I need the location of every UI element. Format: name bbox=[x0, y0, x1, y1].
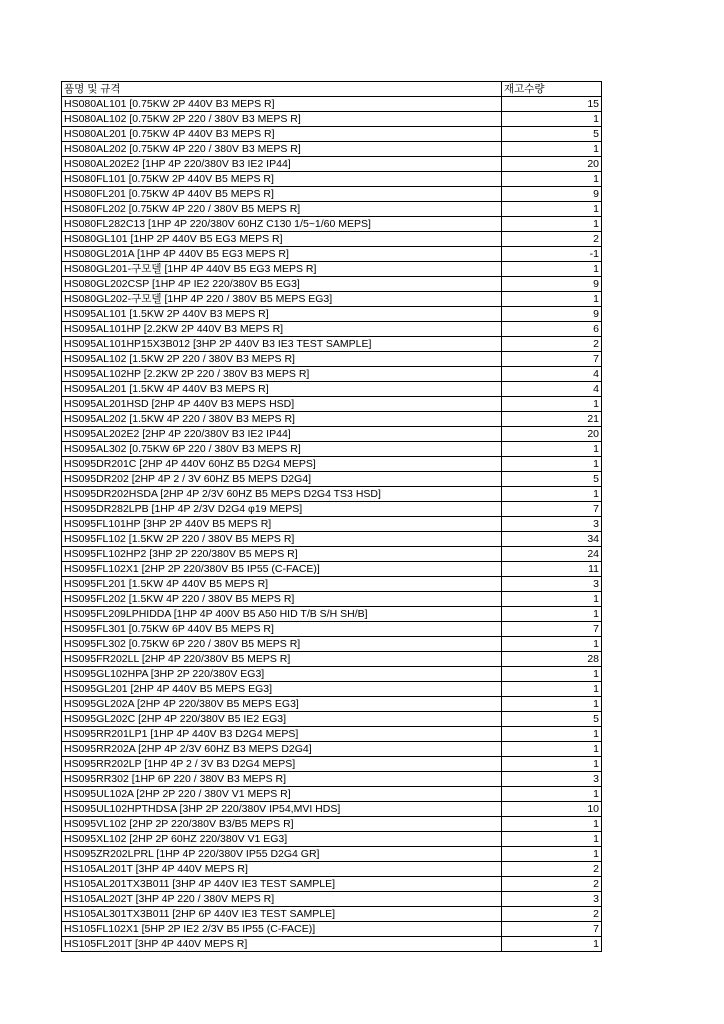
item-name-cell: HS095GL202C [2HP 4P 220/380V B5 IE2 EG3] bbox=[62, 712, 502, 727]
table-row bbox=[62, 427, 602, 442]
table-row bbox=[62, 847, 602, 862]
stock-qty-cell: 1 bbox=[502, 217, 602, 232]
stock-qty-cell: 1 bbox=[502, 202, 602, 217]
table-row bbox=[62, 922, 602, 937]
item-name-cell: HS080AL101 [0.75KW 2P 440V B3 MEPS R] bbox=[62, 97, 502, 112]
stock-qty-cell: 1 bbox=[502, 742, 602, 757]
item-name-cell: HS095RR202LP [1HP 4P 2 / 3V B3 D2G4 MEPS] bbox=[62, 757, 502, 772]
item-name-cell: HS095AL101 [1.5KW 2P 440V B3 MEPS R] bbox=[62, 307, 502, 322]
stock-qty-cell: 9 bbox=[502, 187, 602, 202]
stock-qty-cell: 1 bbox=[502, 457, 602, 472]
table-row bbox=[62, 142, 602, 157]
stock-qty-cell: 7 bbox=[502, 622, 602, 637]
stock-qty-cell: 1 bbox=[502, 727, 602, 742]
item-name-cell: HS095AL201 [1.5KW 4P 440V B3 MEPS R] bbox=[62, 382, 502, 397]
stock-qty-cell: 1 bbox=[502, 817, 602, 832]
table-row bbox=[62, 97, 602, 112]
inventory-table bbox=[61, 81, 602, 952]
table-row bbox=[62, 487, 602, 502]
stock-qty-cell: 21 bbox=[502, 412, 602, 427]
table-row bbox=[62, 322, 602, 337]
table-row bbox=[62, 607, 602, 622]
table-row bbox=[62, 352, 602, 367]
stock-qty-cell: 20 bbox=[502, 157, 602, 172]
item-name-cell: HS095AL202 [1.5KW 4P 220 / 380V B3 MEPS R] bbox=[62, 412, 502, 427]
header-qty: 재고수량 bbox=[502, 82, 602, 97]
table-row bbox=[62, 517, 602, 532]
table-row bbox=[62, 622, 602, 637]
stock-qty-cell: 1 bbox=[502, 487, 602, 502]
stock-qty-cell: 6 bbox=[502, 322, 602, 337]
table-row bbox=[62, 592, 602, 607]
stock-qty-cell: 4 bbox=[502, 382, 602, 397]
stock-qty-cell: 3 bbox=[502, 892, 602, 907]
stock-qty-cell: 1 bbox=[502, 757, 602, 772]
header-row bbox=[62, 82, 602, 97]
item-name-cell: HS095GL102HPA [3HP 2P 220/380V EG3] bbox=[62, 667, 502, 682]
table-row bbox=[62, 802, 602, 817]
item-name-cell: HS095FL301 [0.75KW 6P 440V B5 MEPS R] bbox=[62, 622, 502, 637]
table-row bbox=[62, 217, 602, 232]
table-body bbox=[62, 97, 602, 952]
item-name-cell: HS095FL202 [1.5KW 4P 220 / 380V B5 MEPS R] bbox=[62, 592, 502, 607]
table-row bbox=[62, 907, 602, 922]
table-row bbox=[62, 457, 602, 472]
item-name-cell: HS095FL209LPHIDDA [1HP 4P 400V B5 A50 HID T/B S/H SH/B] bbox=[62, 607, 502, 622]
item-name-cell: HS095FL101HP [3HP 2P 440V B5 MEPS R] bbox=[62, 517, 502, 532]
item-name-cell: HS080GL202-구모델 [1HP 4P 220 / 380V B5 MEPS EG3] bbox=[62, 292, 502, 307]
stock-qty-cell: 1 bbox=[502, 112, 602, 127]
table-row bbox=[62, 547, 602, 562]
table-row bbox=[62, 727, 602, 742]
table-row bbox=[62, 832, 602, 847]
stock-qty-cell: 1 bbox=[502, 607, 602, 622]
stock-qty-cell: 2 bbox=[502, 337, 602, 352]
table-row bbox=[62, 742, 602, 757]
item-name-cell: HS095FL102HP2 [3HP 2P 220/380V B5 MEPS R] bbox=[62, 547, 502, 562]
stock-qty-cell: 3 bbox=[502, 772, 602, 787]
stock-qty-cell: 1 bbox=[502, 832, 602, 847]
table-row bbox=[62, 367, 602, 382]
stock-qty-cell: 1 bbox=[502, 682, 602, 697]
table-row bbox=[62, 532, 602, 547]
table-row bbox=[62, 697, 602, 712]
stock-qty-cell: 1 bbox=[502, 592, 602, 607]
stock-qty-cell: 1 bbox=[502, 172, 602, 187]
table-row bbox=[62, 412, 602, 427]
header-name: 품명 및 규격 bbox=[62, 82, 502, 97]
item-name-cell: HS095RR202A [2HP 4P 2/3V 60HZ B3 MEPS D2G4] bbox=[62, 742, 502, 757]
stock-qty-cell: 1 bbox=[502, 262, 602, 277]
table-row bbox=[62, 232, 602, 247]
item-name-cell: HS095UL102A [2HP 2P 220 / 380V V1 MEPS R] bbox=[62, 787, 502, 802]
item-name-cell: HS080AL202E2 [1HP 4P 220/380V B3 IE2 IP44] bbox=[62, 157, 502, 172]
stock-qty-cell: 1 bbox=[502, 142, 602, 157]
item-name-cell: HS080GL101 [1HP 2P 440V B5 EG3 MEPS R] bbox=[62, 232, 502, 247]
stock-qty-cell: 5 bbox=[502, 472, 602, 487]
item-name-cell: HS080FL202 [0.75KW 4P 220 / 380V B5 MEPS R] bbox=[62, 202, 502, 217]
stock-qty-cell: 2 bbox=[502, 877, 602, 892]
table-row bbox=[62, 502, 602, 517]
stock-qty-cell: 9 bbox=[502, 277, 602, 292]
item-name-cell: HS095DR201C [2HP 4P 440V 60HZ B5 D2G4 MEPS] bbox=[62, 457, 502, 472]
stock-qty-cell: 1 bbox=[502, 847, 602, 862]
table-row bbox=[62, 472, 602, 487]
item-name-cell: HS105AL201TX3B011 [3HP 4P 440V IE3 TEST SAMPLE] bbox=[62, 877, 502, 892]
stock-qty-cell: 10 bbox=[502, 802, 602, 817]
item-name-cell: HS095AL102 [1.5KW 2P 220 / 380V B3 MEPS R] bbox=[62, 352, 502, 367]
table-row bbox=[62, 172, 602, 187]
stock-qty-cell: 3 bbox=[502, 517, 602, 532]
item-name-cell: HS105FL102X1 [5HP 2P IE2 2/3V B5 IP55 (C-FACE)] bbox=[62, 922, 502, 937]
stock-qty-cell: 7 bbox=[502, 352, 602, 367]
item-name-cell: HS095AL101HP15X3B012 [3HP 2P 440V B3 IE3 TEST SAMPLE] bbox=[62, 337, 502, 352]
item-name-cell: HS095ZR202LPRL [1HP 4P 220/380V IP55 D2G4 GR] bbox=[62, 847, 502, 862]
table-row bbox=[62, 892, 602, 907]
item-name-cell: HS080FL201 [0.75KW 4P 440V B5 MEPS R] bbox=[62, 187, 502, 202]
item-name-cell: HS080FL101 [0.75KW 2P 440V B5 MEPS R] bbox=[62, 172, 502, 187]
table-row bbox=[62, 397, 602, 412]
stock-qty-cell: 1 bbox=[502, 787, 602, 802]
table-row bbox=[62, 292, 602, 307]
item-name-cell: HS080AL201 [0.75KW 4P 440V B3 MEPS R] bbox=[62, 127, 502, 142]
stock-qty-cell: 4 bbox=[502, 367, 602, 382]
table-row bbox=[62, 757, 602, 772]
stock-qty-cell: 15 bbox=[502, 97, 602, 112]
item-name-cell: HS095VL102 [2HP 2P 220/380V B3/B5 MEPS R] bbox=[62, 817, 502, 832]
table-row bbox=[62, 382, 602, 397]
item-name-cell: HS095FL302 [0.75KW 6P 220 / 380V B5 MEPS R] bbox=[62, 637, 502, 652]
stock-qty-cell: 24 bbox=[502, 547, 602, 562]
table-row bbox=[62, 787, 602, 802]
table-row bbox=[62, 937, 602, 952]
item-name-cell: HS095DR282LPB [1HP 4P 2/3V D2G4 φ19 MEPS] bbox=[62, 502, 502, 517]
table-row bbox=[62, 202, 602, 217]
table-row bbox=[62, 577, 602, 592]
table-row bbox=[62, 442, 602, 457]
item-name-cell: HS095DR202 [2HP 4P 2 / 3V 60HZ B5 MEPS D2G4] bbox=[62, 472, 502, 487]
stock-qty-cell: 7 bbox=[502, 922, 602, 937]
table-row bbox=[62, 277, 602, 292]
item-name-cell: HS080GL202CSP [1HP 4P IE2 220/380V B5 EG3] bbox=[62, 277, 502, 292]
item-name-cell: HS095RR302 [1HP 6P 220 / 380V B3 MEPS R] bbox=[62, 772, 502, 787]
stock-qty-cell: 20 bbox=[502, 427, 602, 442]
item-name-cell: HS095GL201 [2HP 4P 440V B5 MEPS EG3] bbox=[62, 682, 502, 697]
table-row bbox=[62, 712, 602, 727]
item-name-cell: HS095FR202LL [2HP 4P 220/380V B5 MEPS R] bbox=[62, 652, 502, 667]
table-row bbox=[62, 562, 602, 577]
item-name-cell: HS080GL201-구모델 [1HP 4P 440V B5 EG3 MEPS R] bbox=[62, 262, 502, 277]
stock-qty-cell: 2 bbox=[502, 232, 602, 247]
item-name-cell: HS095AL101HP [2.2KW 2P 440V B3 MEPS R] bbox=[62, 322, 502, 337]
stock-qty-cell: 2 bbox=[502, 907, 602, 922]
table-row bbox=[62, 262, 602, 277]
table-row bbox=[62, 337, 602, 352]
item-name-cell: HS095GL202A [2HP 4P 220/380V B5 MEPS EG3] bbox=[62, 697, 502, 712]
stock-qty-cell: 11 bbox=[502, 562, 602, 577]
stock-qty-cell: 1 bbox=[502, 292, 602, 307]
item-name-cell: HS095RR201LP1 [1HP 4P 440V B3 D2G4 MEPS] bbox=[62, 727, 502, 742]
item-name-cell: HS095AL201HSD [2HP 4P 440V B3 MEPS HSD] bbox=[62, 397, 502, 412]
table-row bbox=[62, 157, 602, 172]
table-row bbox=[62, 127, 602, 142]
item-name-cell: HS095AL302 [0.75KW 6P 220 / 380V B3 MEPS R] bbox=[62, 442, 502, 457]
stock-qty-cell: -1 bbox=[502, 247, 602, 262]
table-row bbox=[62, 817, 602, 832]
table-row bbox=[62, 112, 602, 127]
item-name-cell: HS080FL282C13 [1HP 4P 220/380V 60HZ C130 1/5~1/60 MEPS] bbox=[62, 217, 502, 232]
table-row bbox=[62, 772, 602, 787]
stock-qty-cell: 5 bbox=[502, 127, 602, 142]
stock-qty-cell: 7 bbox=[502, 502, 602, 517]
item-name-cell: HS095FL102 [1.5KW 2P 220 / 380V B5 MEPS R] bbox=[62, 532, 502, 547]
table-row bbox=[62, 877, 602, 892]
item-name-cell: HS080AL202 [0.75KW 4P 220 / 380V B3 MEPS R] bbox=[62, 142, 502, 157]
table-row bbox=[62, 862, 602, 877]
item-name-cell: HS095DR202HSDA [2HP 4P 2/3V 60HZ B5 MEPS D2G4 TS3 HSD] bbox=[62, 487, 502, 502]
stock-qty-cell: 1 bbox=[502, 697, 602, 712]
table-row bbox=[62, 187, 602, 202]
item-name-cell: HS105AL202T [3HP 4P 220 / 380V MEPS R] bbox=[62, 892, 502, 907]
stock-qty-cell: 3 bbox=[502, 577, 602, 592]
item-name-cell: HS105AL301TX3B011 [2HP 6P 440V IE3 TEST SAMPLE] bbox=[62, 907, 502, 922]
table-row bbox=[62, 307, 602, 322]
stock-qty-cell: 28 bbox=[502, 652, 602, 667]
table-row bbox=[62, 652, 602, 667]
item-name-cell: HS095XL102 [2HP 2P 60HZ 220/380V V1 EG3] bbox=[62, 832, 502, 847]
item-name-cell: HS095UL102HPTHDSA [3HP 2P 220/380V IP54,MVI HDS] bbox=[62, 802, 502, 817]
stock-qty-cell: 1 bbox=[502, 442, 602, 457]
stock-qty-cell: 1 bbox=[502, 637, 602, 652]
stock-qty-cell: 1 bbox=[502, 937, 602, 952]
item-name-cell: HS080GL201A [1HP 4P 440V B5 EG3 MEPS R] bbox=[62, 247, 502, 262]
stock-qty-cell: 5 bbox=[502, 712, 602, 727]
stock-qty-cell: 9 bbox=[502, 307, 602, 322]
item-name-cell: HS095AL202E2 [2HP 4P 220/380V B3 IE2 IP44] bbox=[62, 427, 502, 442]
table-row bbox=[62, 682, 602, 697]
item-name-cell: HS095FL102X1 [2HP 2P 220/380V B5 IP55 (C-FACE)] bbox=[62, 562, 502, 577]
table-row bbox=[62, 667, 602, 682]
item-name-cell: HS080AL102 [0.75KW 2P 220 / 380V B3 MEPS R] bbox=[62, 112, 502, 127]
stock-qty-cell: 34 bbox=[502, 532, 602, 547]
table-row bbox=[62, 247, 602, 262]
stock-qty-cell: 1 bbox=[502, 397, 602, 412]
item-name-cell: HS095FL201 [1.5KW 4P 440V B5 MEPS R] bbox=[62, 577, 502, 592]
item-name-cell: HS105AL201T [3HP 4P 440V MEPS R] bbox=[62, 862, 502, 877]
table-row bbox=[62, 637, 602, 652]
stock-qty-cell: 2 bbox=[502, 862, 602, 877]
item-name-cell: HS095AL102HP [2.2KW 2P 220 / 380V B3 MEPS R] bbox=[62, 367, 502, 382]
stock-qty-cell: 1 bbox=[502, 667, 602, 682]
item-name-cell: HS105FL201T [3HP 4P 440V MEPS R] bbox=[62, 937, 502, 952]
